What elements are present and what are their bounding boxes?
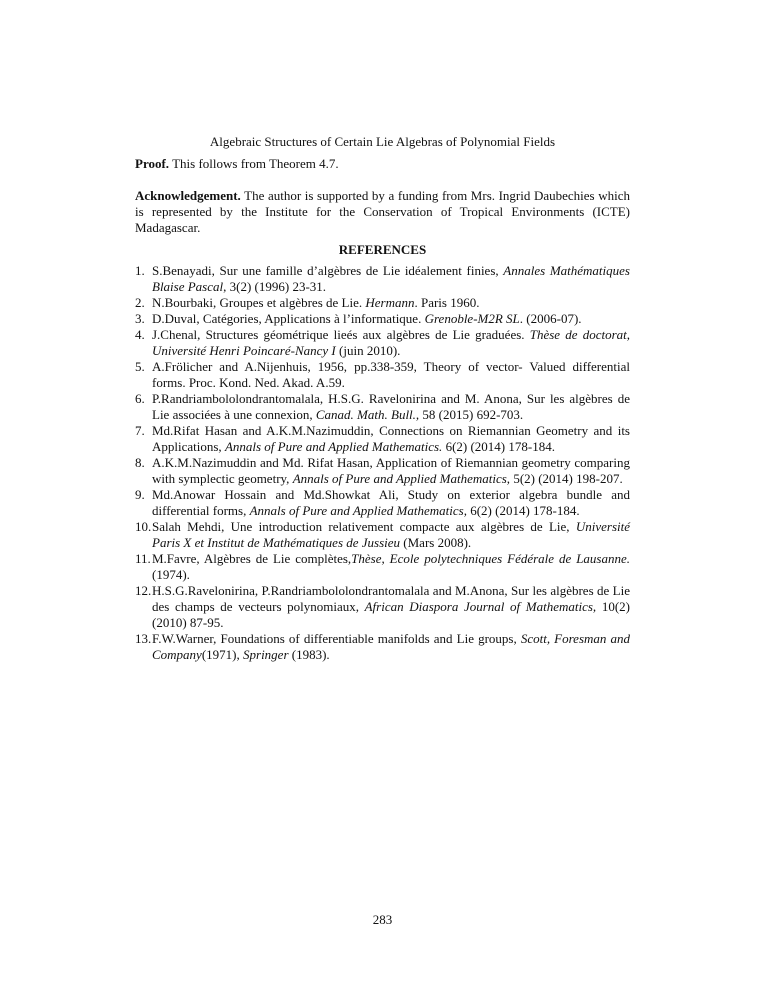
references-heading: REFERENCES: [338, 242, 427, 257]
reference-text: F.W.Warner, Foundations of differentiable manifolds and Lie groups,: [152, 631, 521, 646]
reference-number: 11.: [135, 551, 151, 566]
reference-text: (1971),: [201, 647, 244, 662]
reference-text: 5(2) (2014) 198-207.: [510, 471, 623, 486]
reference-number: 4.: [135, 327, 145, 342]
reference-text: P.Randriambololondrantomalala, H.S.G. Ravelonirina and M. Anona, Sur les algèbres de Lie associées à une connexion,: [152, 391, 630, 422]
reference-number: 3.: [135, 311, 145, 326]
reference-item: [135, 263, 630, 295]
reference-number: 9.: [135, 487, 145, 502]
reference-text: N.Bourbaki, Groupes et algèbres de Lie.: [152, 295, 366, 310]
reference-text: H.S.G.Ravelonirina, P.Randriambololondrantomalala and M.Anona, Sur les algèbres de Lie des champs de vecteurs polynomiaux,: [152, 583, 630, 614]
reference-source: Scott, Foresman and Company: [152, 631, 631, 662]
reference-source: African Diaspora Journal of Mathematics,: [364, 599, 597, 614]
reference-number: 5.: [135, 359, 145, 374]
reference-text: 6(2) (2014) 178-184.: [442, 439, 555, 454]
reference-source: Springer: [243, 647, 289, 662]
reference-text: , 3(2) (1996) 23-31.: [223, 279, 327, 294]
reference-text: S.Benayadi, Sur une famille d’algèbres de Lie idéalement finies,: [152, 263, 504, 278]
reference-text: . Paris 1960.: [414, 295, 480, 310]
reference-source: Annals of Pure and Applied Mathematics,: [249, 503, 467, 518]
reference-text: Md.Rifat Hasan and A.K.M.Nazimuddin, Connections on Riemannian Geometry and its Applications,: [152, 423, 630, 454]
reference-source: Annals of Pure and Applied Mathematics.: [224, 439, 443, 454]
reference-item: [135, 327, 630, 359]
proof-text: This follows from Theorem 4.7.: [169, 156, 339, 171]
acknowledgement-paragraph: [135, 188, 630, 236]
reference-text: . (2006-07).: [519, 311, 582, 326]
reference-text: (1983).: [288, 647, 330, 662]
reference-item: [135, 487, 630, 519]
reference-number: 2.: [135, 295, 145, 310]
reference-text: Salah Mehdi, Une introduction relativement compacte aux algèbres de Lie,: [152, 519, 576, 534]
reference-number: 10.: [135, 519, 152, 534]
acknowledgement-text: The author is supported by a funding from Mrs. Ingrid Daubechies which is represented by the Institute for the Conservation of Tropical Environments (ICTE) Madagascar.: [135, 188, 630, 235]
proof-paragraph: [135, 156, 630, 172]
reference-text: (1974).: [152, 567, 190, 582]
reference-text: 6(2) (2014) 178-184.: [466, 503, 580, 518]
reference-text: (juin 2010).: [335, 343, 401, 358]
page-body: [135, 134, 630, 663]
reference-text: 10(2) (2010) 87-95.: [152, 599, 630, 630]
reference-text: J.Chenal, Structures géométrique lieés aux algèbres de Lie graduées.: [152, 327, 530, 342]
reference-source: Grenoble-M2R SL: [424, 311, 520, 326]
reference-number: 1.: [135, 263, 145, 278]
reference-source: Université Paris X et Institut de Mathématiques de Jussieu: [152, 519, 630, 550]
acknowledgement-label: Acknowledgement.: [135, 188, 241, 203]
reference-number: 12.: [135, 583, 152, 598]
reference-item: [135, 391, 630, 423]
reference-text: 58 (2015) 692-703.: [419, 407, 524, 422]
reference-item: [135, 631, 630, 663]
reference-item: [135, 295, 630, 311]
reference-number: 7.: [135, 423, 145, 438]
reference-number: 13.: [135, 631, 152, 646]
reference-item: [135, 423, 630, 455]
reference-text: M.Favre, Algèbres de Lie complètes,: [152, 551, 352, 566]
reference-item: [135, 311, 630, 327]
reference-source: Annales Mathématiques Blaise Pascal: [152, 263, 630, 294]
reference-item: [135, 359, 630, 391]
proof-label: Proof.: [135, 156, 170, 171]
reference-text: Md.Anowar Hossain and Md.Showkat Ali, Study on exterior algebra bundle and differential forms,: [152, 487, 630, 518]
reference-source: Thèse de doctorat, Université Henri Poincaré-Nancy I: [152, 327, 630, 358]
reference-item: [135, 551, 630, 583]
running-title: Algebraic Structures of Certain Lie Algebras of Polynomial Fields: [209, 134, 556, 149]
reference-list: [135, 263, 630, 663]
reference-text: (Mars 2008).: [400, 535, 472, 550]
page-number: 283: [372, 912, 393, 927]
reference-source: Canad. Math. Bull.,: [315, 407, 420, 422]
reference-source: Annals of Pure and Applied Mathematics,: [292, 471, 511, 486]
reference-item: [135, 455, 630, 487]
reference-item: [135, 519, 630, 551]
reference-text: D.Duval, Catégories, Applications à l’informatique.: [152, 311, 425, 326]
reference-source: Thèse, Ecole polytechniques Fédérale de Lausanne.: [351, 551, 630, 566]
reference-source: Hermann: [365, 295, 415, 310]
reference-item: [135, 583, 630, 631]
reference-number: 6.: [135, 391, 145, 406]
reference-number: 8.: [135, 455, 145, 470]
reference-text: A.K.M.Nazimuddin and Md. Rifat Hasan, Application of Riemannian geometry comparing with symplectic geometry,: [152, 455, 630, 486]
reference-text: A.Frölicher and A.Nijenhuis, 1956, pp.338-359, Theory of vector- Valued differential forms. Proc. Kond. Ned. Akad. A.59.: [152, 359, 630, 390]
